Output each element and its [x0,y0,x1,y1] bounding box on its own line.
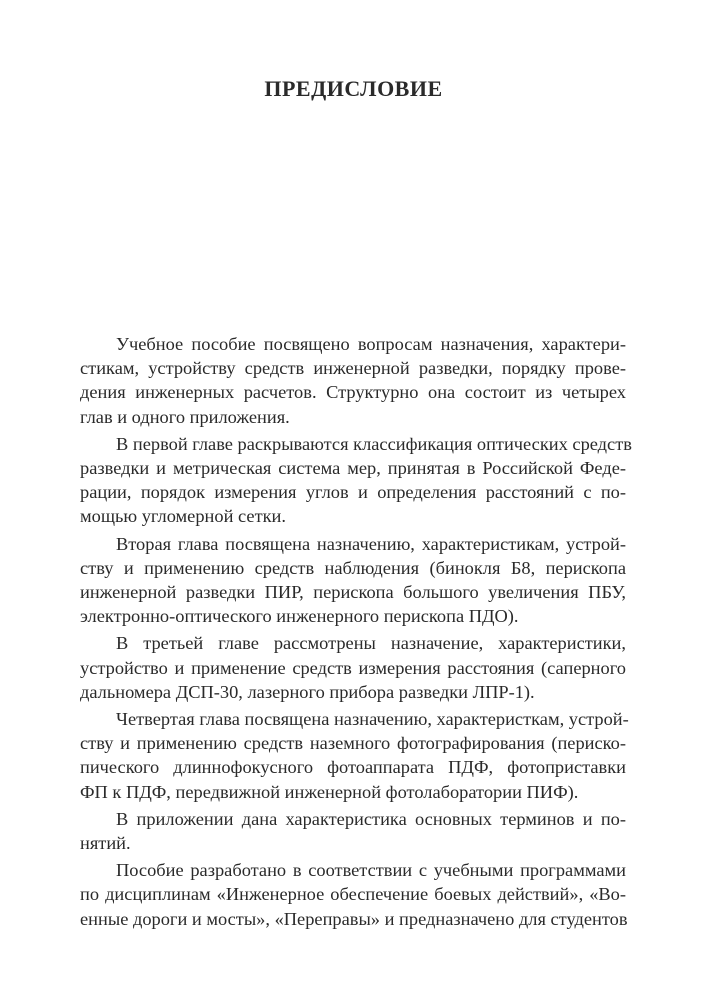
page-title: ПРЕДИСЛОВИЕ [264,76,443,101]
text-line: глав и одного приложения. [80,406,290,427]
paragraph-4 [80,631,626,704]
paragraph-3 [80,532,626,629]
text-line: Пособие разработано в соответствии с учебными программами [116,860,626,881]
text-line: Четвертая глава посвящена назначению, характеристкам, устрой- [116,709,629,730]
text-line: инженерной разведки ПИР, перископа большого увеличения ПБУ, [80,582,626,603]
text-line: стикам, устройству средств инженерной разведки, порядку прове- [80,358,626,379]
text-line: рации, порядок измерения углов и определения расстояний с по- [80,482,626,503]
text-line: мощью угломерной сетки. [80,506,286,527]
text-line: В третьей главе рассмотрены назначение, характеристики, [116,633,626,654]
text-line: устройство и применение средств измерения расстояния (саперного [80,657,626,678]
text-line: Вторая глава посвящена назначению, характеристикам, устрой- [116,533,626,554]
text-line: ФП к ПДФ, передвижной инженерной фотолаборатории ПИФ). [80,781,579,802]
text-line: ству и применению средств наблюдения (бинокля Б8, перископа [80,557,626,578]
paragraph-5 [80,707,629,804]
text-line: Учебное пособие посвящено вопросам назначения, характери- [116,334,626,354]
text-line: В приложении дана характеристика основных терминов и по- [116,808,626,829]
paragraph-1 [80,332,626,429]
text-line: разведки и метрическая система мер, принятая в Российской Феде- [80,458,626,479]
paragraph-7 [80,858,626,931]
text-line: енные дороги и мосты», «Переправы» и предназначено для студентов [80,908,628,929]
text-line: дальномера ДСП-30, лазерного прибора разведки ЛПР-1). [80,681,535,702]
text-line: нятий. [80,833,131,854]
text-line: ству и применению средств наземного фотографирования (периско- [80,733,626,754]
paragraph-2 [80,432,632,529]
paragraph-6 [80,807,626,855]
text-line: по дисциплинам «Инженерное обеспечение боевых действий», «Во- [80,884,626,905]
text-line: В первой главе раскрываются классификация оптических средств [116,433,632,454]
text-line: электронно-оптического инженерного перископа ПДО). [80,606,519,627]
preface-body [80,332,632,934]
text-line: пического длиннофокусного фотоаппарата ПДФ, фотоприставки [80,757,626,778]
text-line: дения инженерных расчетов. Структурно она состоит из четырех [80,382,626,403]
